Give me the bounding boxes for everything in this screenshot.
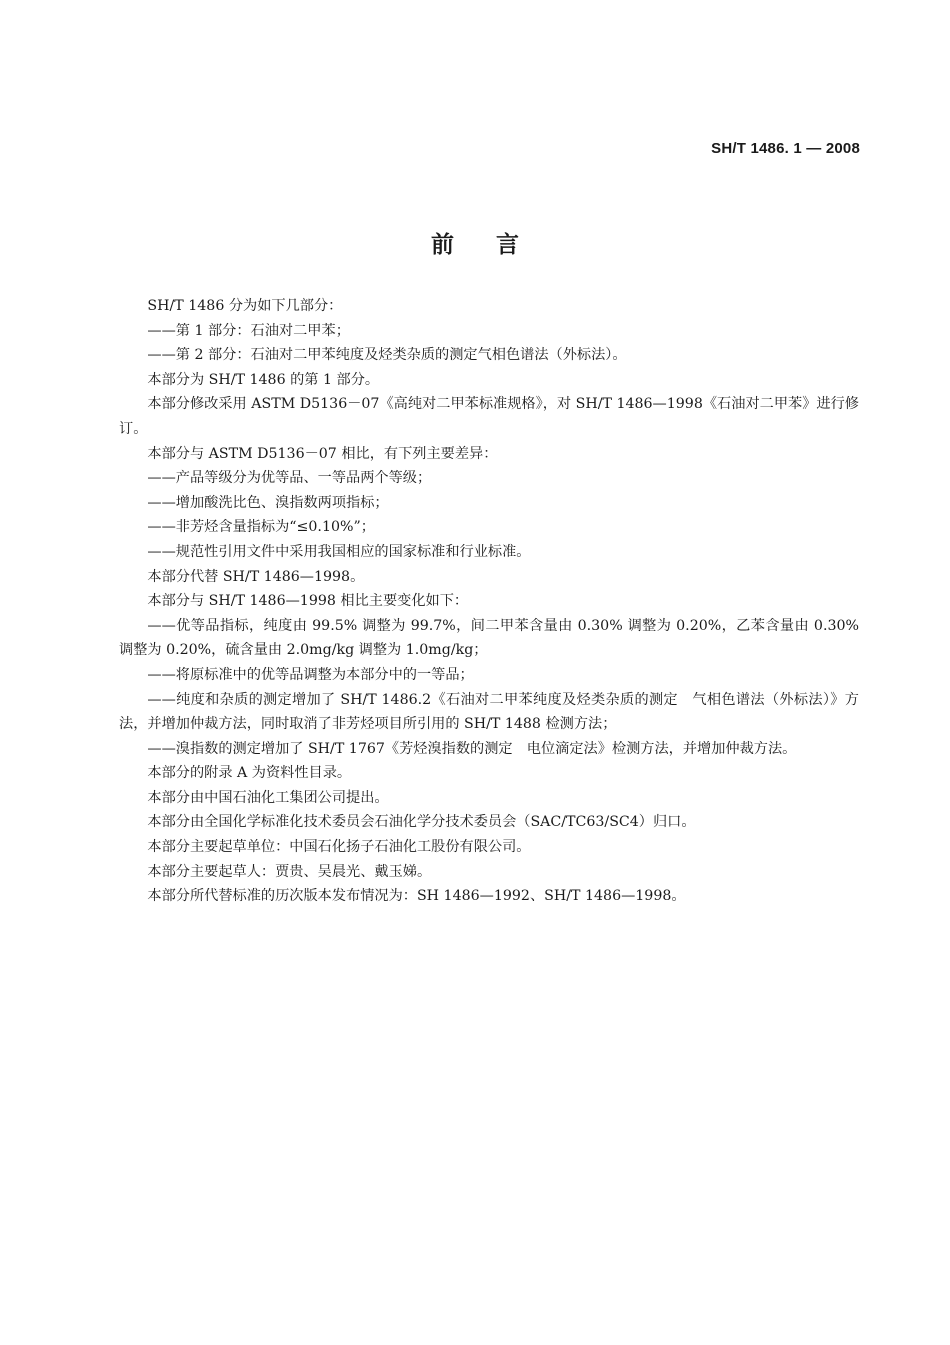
list-item: ——规范性引用文件中采用我国相应的国家标准和行业标准。 (147, 543, 531, 560)
list-item: ——将原标准中的优等品调整为本部分中的一等品； (147, 666, 474, 683)
paragraph: 本部分主要起草单位：中国石化扬子石油化工股份有限公司。 (147, 839, 531, 856)
paragraph: 本部分所代替标准的历次版本发布情况为：SH 1486—1992、SH/T 1486—1998。 (147, 888, 686, 905)
paragraph: 本部分代替 SH/T 1486—1998。 (147, 568, 365, 585)
list-item: ——优等品指标，纯度由 99.5% 调整为 99.7%，间二甲苯含量由 0.30% 调整为 0.20%，乙苯含量由 0.30% 调整为 0.20%，硫含量由 2.0mg/kg 调整为 1.0mg/kg； (119, 617, 859, 659)
list-item: ——溴指数的测定增加了 SH/T 1767《芳烃溴指数的测定 电位滴定法》检测方法，并增加仲裁方法。 (147, 740, 797, 757)
list-item: ——纯度和杂质的测定增加了 SH/T 1486.2《石油对二甲苯纯度及烃类杂质的测定 气相色谱法（外标法）》方法，并增加仲裁方法，同时取消了非芳烃项目所引用的 SH/T 1488 检测方法； (119, 691, 859, 733)
list-item: ——第 2 部分：石油对二甲苯纯度及烃类杂质的测定气相色谱法（外标法）。 (147, 347, 627, 364)
paragraph: 本部分由中国石油化工集团公司提出。 (147, 789, 389, 806)
paragraph: SH/T 1486 分为如下几部分： (147, 298, 343, 314)
preface-body (119, 294, 859, 909)
paragraph: 本部分修改采用 ASTM D5136－07《高纯对二甲苯标准规格》，对 SH/T 1486—1998《石油对二甲苯》进行修订。 (119, 396, 859, 437)
paragraph: 本部分主要起草人：贾贵、吴晨光、戴玉娣。 (147, 863, 432, 880)
standard-code: SH/T 1486. 1 — 2008 (711, 140, 860, 157)
list-item: ——第 1 部分：石油对二甲苯； (147, 322, 350, 339)
page-title: 前言 (431, 232, 561, 258)
list-item: ——增加酸洗比色、溴指数两项指标； (147, 494, 389, 511)
paragraph: 本部分由全国化学标准化技术委员会石油化学分技术委员会（SAC/TC63/SC4）归口。 (147, 814, 696, 831)
list-item: ——非芳烃含量指标为“≤0.10%”； (147, 519, 375, 536)
paragraph: 本部分与 SH/T 1486—1998 相比主要变化如下： (147, 593, 469, 610)
list-item: ——产品等级分为优等品、一等品两个等级； (147, 470, 432, 487)
paragraph: 本部分与 ASTM D5136－07 相比，有下列主要差异： (147, 445, 498, 462)
paragraph: 本部分为 SH/T 1486 的第 1 部分。 (147, 371, 380, 388)
paragraph: 本部分的附录 A 为资料性目录。 (147, 765, 352, 782)
